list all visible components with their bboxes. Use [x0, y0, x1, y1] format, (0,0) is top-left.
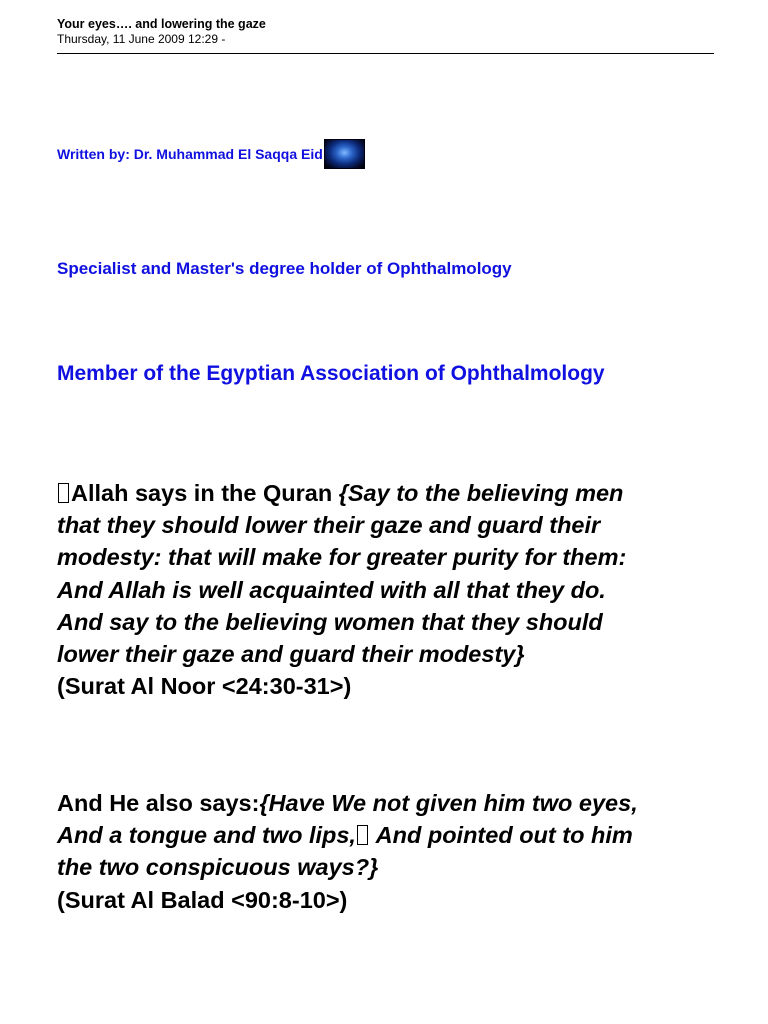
- quote-line: [57, 574, 737, 606]
- quote-text: {Have We not given him two eyes,: [259, 790, 638, 816]
- quote-line: [57, 787, 737, 819]
- quote-citation: (Surat Al Balad <90:8-10>): [57, 886, 348, 913]
- quote-intro: Allah says in the Quran: [71, 480, 339, 506]
- header-divider: [57, 53, 714, 54]
- quote-text: And a tongue and two lips,: [57, 822, 356, 849]
- missing-glyph-icon: [58, 483, 69, 503]
- quote-citation: (Surat Al Noor <24:30-31>): [57, 673, 352, 700]
- quote-text: that they should lower their gaze and guard their: [57, 512, 601, 539]
- quran-quote-balad: [57, 787, 737, 916]
- missing-glyph-icon: [357, 825, 368, 845]
- document-header: [57, 16, 714, 46]
- quote-text: And Allah is well acquainted with all that they do.: [57, 576, 606, 603]
- quote-line: [57, 509, 737, 541]
- quote-line: [57, 477, 737, 509]
- document-title: Your eyes…. and lowering the gaze: [57, 17, 266, 31]
- author-text: Written by: Dr. Muhammad El Saqqa Eid: [57, 146, 323, 162]
- quran-quote-noor: [57, 477, 737, 702]
- quote-line: [57, 541, 737, 573]
- author-byline: [57, 139, 365, 169]
- quote-line: [57, 606, 737, 638]
- quote-text: And say to the believing women that they should: [57, 608, 603, 635]
- quote-text: the two conspicuous ways?}: [57, 854, 379, 881]
- eye-photo-icon: [324, 139, 365, 169]
- quote-line: [57, 819, 737, 851]
- quote-text: {Say to the believing men: [338, 480, 624, 506]
- quote-text: lower their gaze and guard their modesty}: [57, 641, 525, 668]
- quote-line: [57, 851, 737, 883]
- quote-text: modesty: that will make for greater purity for them:: [57, 544, 627, 571]
- specialist-credential: Specialist and Master's degree holder of Ophthalmology: [57, 259, 512, 278]
- document-date: Thursday, 11 June 2009 12:29 -: [57, 32, 226, 46]
- membership-credential: Member of the Egyptian Association of Ophthalmology: [57, 362, 605, 385]
- quote-intro: And He also says:: [57, 790, 260, 816]
- quote-text: And pointed out to him: [369, 822, 633, 849]
- quote-line: [57, 638, 737, 670]
